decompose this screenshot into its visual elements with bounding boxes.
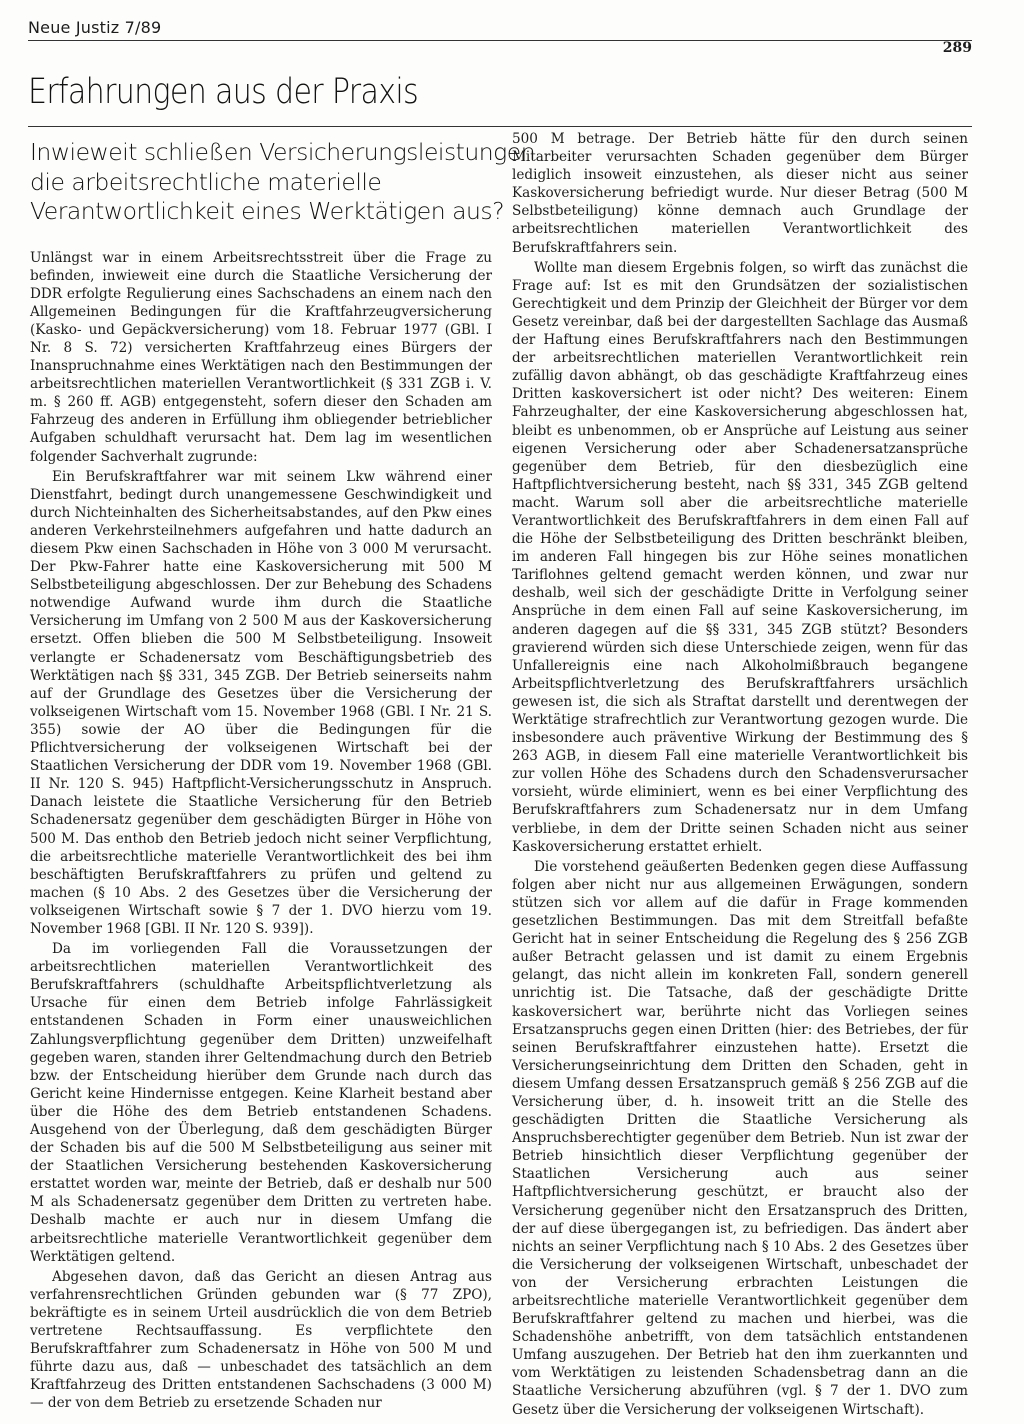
paragraph: 500 M betrage. Der Betrieb hätte für den durch seinen Mitarbeiter verursachten Schaden gegenüber dem Bürger lediglich insoweit einzustehen, als dieser nicht aus seiner Kaskoversicherung befriedigt wurde. Nur dieser Betrag (500 M Selbstbeteiligung) könne demnach auch Grundlage der arbeitsrechtlichen materiellen Verantwortlichkeit des Berufskraftfahrers sein. — [512, 131, 968, 256]
journal-issue: Neue Justiz 7/89 — [28, 18, 162, 37]
section-title: Erfahrungen aus der Praxis — [28, 72, 419, 112]
article-title-line: Verantwortlichkeit eines Werktätigen aus? — [30, 197, 505, 225]
page-header — [28, 18, 972, 64]
paragraph: Wollte man diesem Ergebnis folgen, so wirft das zunächst die Frage auf: Ist es mit den Grundsätzen der sozialistischen Gerechtigkeit und dem Prinzip der Gleichheit der Bürger vor dem Gesetz vereinbar, daß bei der dargestellten Sachlage das Ausmaß der Haftung eines Berufskraftfahrers nach den Bestimmungen der arbeitsrechtlichen materiellen Verantwortlichkeit rein zufällig davon abhängt, ob das geschädigte Kraftfahrzeug eines Dritten kaskoversichert ist oder nicht? Des weiteren: Einem Fahrzeughalter, der eine Kaskoversicherung abgeschlossen hat, bleibt es unbenommen, ob er Ansprüche auf Leistung aus seiner eigenen Versicherung oder aber Schadenersatzansprüche gegenüber dem Betrieb, für den diesbezüglich eine Haftpflichtversicherung besteht, nach §§ 331, 345 ZGB geltend macht. Warum soll aber die arbeitsrechtliche materielle Verantwortlichkeit des Berufskraftfahrers in dem einen Fall auf die Höhe der Selbstbeteiligung des Dritten beschränkt bleiben, im anderen Fall hingegen bis zur Höhe seines monatlichen Tariflohnes geltend gemacht werden können, und zwar nur deshalb, weil sich der geschädigte Dritte in Verfolgung seiner Ansprüche in dem einen Fall auf seine Kaskoversicherung, im anderen dagegen auf die §§ 331, 345 ZGB stützt? Besonders gravierend würden sich diese Unterschiede zeigen, wenn für das Unfallereignis eine nach Alkoholmißbrauch begangene Arbeitspflichtverletzung des Berufskraftfahrers ursächlich gewesen ist, die sich als Straftat darstellt und derentwegen der Werktätige strafrechtlich zur Verantwortung gezogen wurde. Die insbesondere auch präventive Wirkung der Bestimmung des § 263 AGB, in diesem Fall eine materielle Verantwortlichkeit bis zur vollen Höhe des Schadens durch den Schadensverursacher vorsieht, würde eliminiert, wenn es bei einer Verpflichtung des Berufskraftfahrers zum Schadenersatz nur in dem Umfang verbliebe, in dem der Dritte seinen Schaden nicht aus seiner Kaskoversicherung erstattet erhielt. — [512, 259, 968, 855]
article-title-line: Inwieweit schließen Versicherungsleistungen — [30, 138, 536, 166]
left-column — [30, 130, 536, 1415]
header-rule — [28, 40, 972, 41]
article-title-line: die arbeitsrechtliche materielle — [30, 167, 382, 196]
paragraph: Unlängst war in einem Arbeitsrechtsstreit über die Frage zu befinden, inwieweit eine durch die Staatliche Versicherung der DDR erfolgte Regulierung eines Sachschadens an einem nach den Allgemeinen Bedingungen für die Kraftfahrzeugversicherung (Kasko- und Gepäckversicherung) vom 18. Februar 1977 (GBl. I Nr. 8 S. 72) versicherten Kraftfahrzeug eines Bürgers der Inanspruchnahme eines Werktätigen nach den Bestimmungen der arbeitsrechtlichen materiellen Verantwortlichkeit (§ 331 ZGB i. V. m. § 260 ff. AGB) entgegensteht, sofern dieser den Schaden am Fahrzeug des anderen in Erfüllung ihm obliegender betrieblicher Aufgaben schuldhaft verursacht hat. Dem lag im wesentlichen folgender Sachverhalt zugrunde: — [30, 249, 492, 465]
paragraph: Abgesehen davon, daß das Gericht an diesen Antrag aus verfahrensrechtlichen Gründen gebunden war (§ 77 ZPO), bekräftigte es in seinem Urteil ausdrücklich die von dem Betrieb vertretene Rechtsauffassung. Es verpflichtete den Berufskraftfahrer zum Schadenersatz in Höhe von 500 M und führte dazu aus, daß — unbeschadet des tatsächlich an dem Kraftfahrzeug des Dritten entstandenen Sachschadens (3 000 M) — der von dem Betrieb zu ersetzende Schaden nur — [30, 1268, 492, 1412]
paragraph: Da im vorliegenden Fall die Voraussetzungen der arbeitsrechtlichen materiellen Verantwortlichkeit des Berufskraftfahrers (schuldhafte Arbeitspflichtverletzung als Ursache für einen dem Betrieb infolge Fahrlässigkeit entstandenen Schaden in Form einer unausweichlichen Zahlungsverpflichtung gegenüber dem Dritten) unzweifelhaft gegeben waren, standen ihrer Geltendmachung durch den Betrieb bzw. der Entscheidung hierüber dem Grunde nach durch das Gericht keine Hindernisse entgegen. Keine Klarheit bestand aber über die Höhe des dem Betrieb entstandenen Schadens. Ausgehend von der Überlegung, daß dem geschädigten Bürger der Schaden bis auf die 500 M Selbstbeteiligung aus seiner mit der Staatlichen Versicherung bestehenden Kaskoversicherung erstattet worden war, meinte der Betrieb, daß er deshalb nur 500 M als Schadenersatz gegenüber dem Dritten zu vertreten habe. Deshalb machte er auch nur in diesem Umfang die arbeitsrechtliche materielle Verantwortlichkeit gegenüber dem Werktätigen geltend. — [30, 941, 492, 1265]
paragraph: Die vorstehend geäußerten Bedenken gegen diese Auffassung folgen aber nicht nur aus allgemeinen Erwägungen, sondern stützen sich vor allem auf die dafür in Frage kommenden gesetzlichen Bestimmungen. Das mit dem Streitfall befaßte Gericht hat in seiner Entscheidung die Regelung des § 256 ZGB außer Betracht gelassen und ist damit zu einem Ergebnis gelangt, das nicht allein im konkreten Fall, sondern generell unrichtig ist. Die Tatsache, daß der geschädigte Dritte kaskoversichert war, berührte nicht das Vorliegen seines Ersatzanspruchs gegen einen Dritten (hier: des Betriebes, der für seinen Berufskraftfahrer einzustehen hatte). Ersetzt die Versicherungseinrichtung dem Dritten den Schaden, geht in diesem Umfang dessen Ersatzanspruch gemäß § 256 ZGB auf die Versicherung über, d. h. insoweit tritt an die Stelle des geschädigten Dritten die Staatliche Versicherung als Anspruchsberechtigter gegenüber dem Betrieb. Nun ist zwar der Betrieb hinsichtlich dieser Verpflichtung gegenüber der Staatlichen Versicherung auch aus seiner Haftpflichtversicherung geschützt, er braucht also der Versicherung gegenüber nicht den Ersatzanspruch des Dritten, der auf diese übergegangen ist, zu befriedigen. Das ändert aber nichts an seiner Verpflichtung nach § 10 Abs. 2 des Gesetzes über die Versicherung der volkseigenen Wirtschaft, unbeschadet der von der Versicherung erbrachten Leistungen die arbeitsrechtliche materielle Verantwortlichkeit gegenüber dem Berufskraftfahrer geltend zu machen und hierbei, was die Schadenshöhe anbetrifft, von dem tatsächlich entstandenen Umfang auszugehen. Der Betrieb hat den ihm zuerkannten und vom Werktätigen zu leistenden Schadensbetrag dann an die Staatliche Versicherung abzuführen (vgl. § 7 der 1. DVO zum Gesetz über die Versicherung der volkseigenen Wirtschaft). — [512, 858, 968, 1418]
article-title — [30, 138, 536, 227]
paragraph: Ein Berufskraftfahrer war mit seinem Lkw während einer Dienstfahrt, bedingt durch unangemessene Geschwindigkeit und durch Nichteinhalten des Sicherheitsabstandes, auf den Pkw eines anderen Verkehrsteilnehmers aufgefahren und hatte dadurch an diesem Pkw einen Sachschaden in Höhe von 3 000 M verursacht. Der Pkw-Fahrer hatte eine Kaskoversicherung mit 500 M Selbstbeteiligung abgeschlossen. Der zur Behebung des Schadens notwendige Aufwand wurde ihm durch die Staatliche Versicherung im Umfang von 2 500 M aus der Kaskoversicherung ersetzt. Offen blieben die 500 M Selbstbeteiligung. Insoweit verlangte er Schadenersatz vom Beschäftigungsbetrieb des Werktätigen nach §§ 331, 345 ZGB. Der Betrieb seinerseits nahm auf der Grundlage des Gesetzes über die Versicherung der volkseigenen Wirtschaft vom 15. November 1968 (GBl. I Nr. 21 S. 355) sowie der AO über die Bedingungen für die Pflichtversicherung der volkseigenen Wirtschaft bei der Staatlichen Versicherung der DDR vom 19. November 1968 (GBl. II Nr. 120 S. 945) Haftpflicht-Versicherungsschutz in Anspruch. Danach leistete die Staatliche Versicherung für den Betrieb Schadenersatz gegenüber dem geschädigten Bürger in Höhe von 500 M. Das enthob den Betrieb jedoch nicht seiner Verpflichtung, die arbeitsrechtliche materielle Verantwortlichkeit des bei ihm beschäftigten Berufskraftfahrers zu prüfen und geltend zu machen (§ 10 Abs. 2 des Gesetzes über die Versicherung der volkseigenen Wirtschaft sowie § 7 der 1. DVO hierzu vom 19. November 1968 [GBl. II Nr. 120 S. 939]). — [30, 468, 492, 937]
section-rule — [28, 126, 972, 127]
right-column — [512, 130, 968, 1421]
page-number: 289 — [942, 40, 972, 56]
